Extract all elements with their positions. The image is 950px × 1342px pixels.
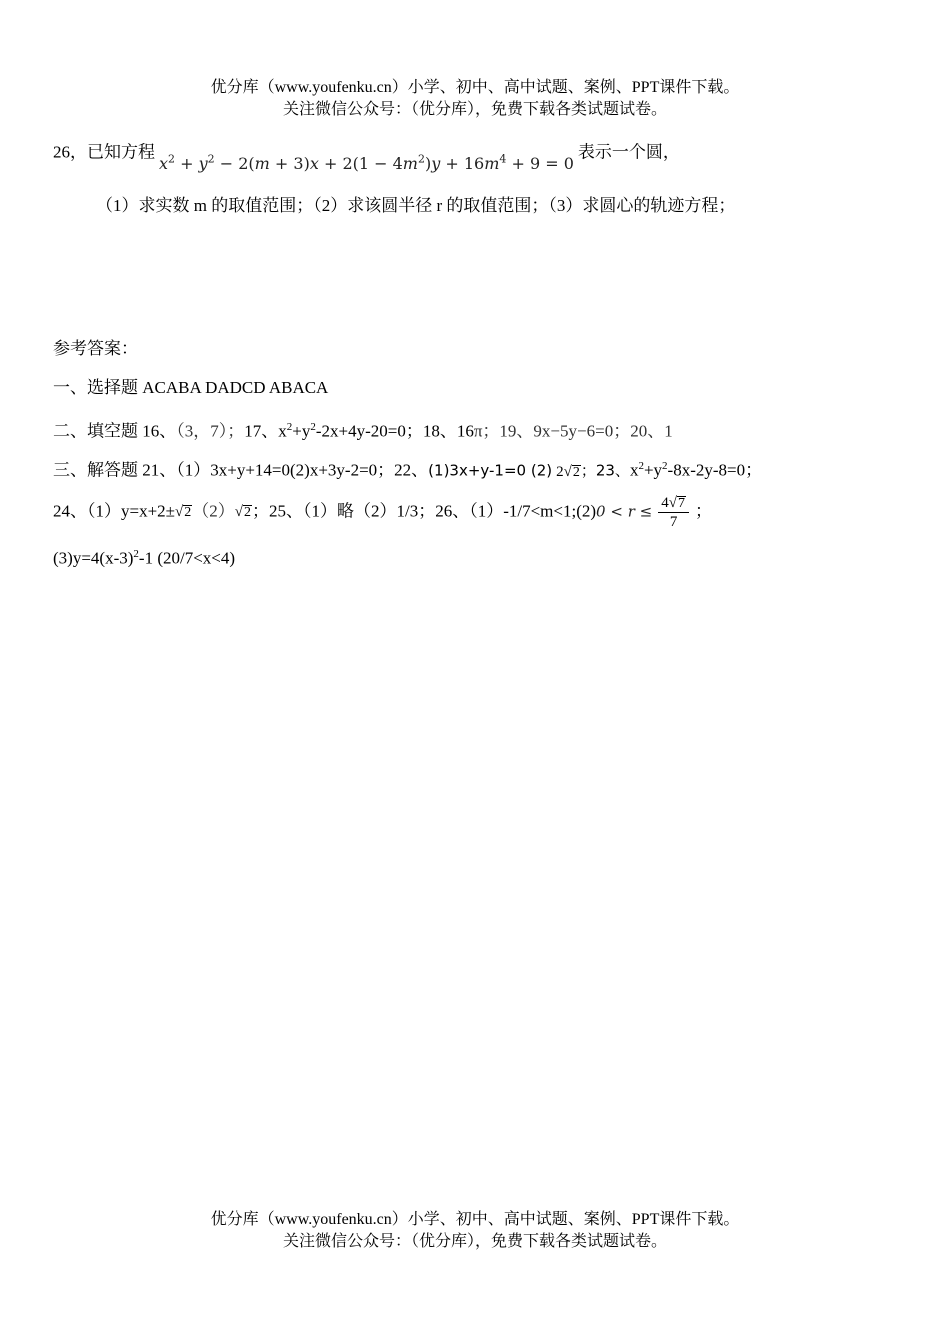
fraction: $\frac{4√7}{7}$ xyxy=(658,494,689,531)
fill-f: π；19、9x−5y−6=0；20、1 xyxy=(473,421,673,441)
sqrt-2: √2 xyxy=(175,504,192,521)
equation: $x^2 + y^2 - 2(m + 3)x + 2(1 - 4m^2)y + 16m^4 + 9 = 0$ xyxy=(159,153,574,174)
solve-g: +y xyxy=(643,460,663,480)
l24-a: 24、（1）y=x+2± xyxy=(53,501,176,521)
header-line-1: 优分库（www.youfenku.cn）小学、初中、高中试题、案例、PPT课件下载。 xyxy=(210,79,740,96)
answers-line-last xyxy=(53,543,235,570)
solve-e: ；23、 xyxy=(580,461,630,480)
question-26 xyxy=(53,137,680,174)
l24-f: ； xyxy=(694,501,712,521)
question-26-subparts: （1）求实数 m 的取值范围；（2）求该圆半径 r 的取值范围；（3）求圆心的轨迹方程； xyxy=(96,196,736,215)
question-26-prefix: 26，已知方程 xyxy=(53,142,155,162)
footer-line-1: 优分库（www.youfenku.cn）小学、初中、高中试题、案例、PPT课件下载。 xyxy=(210,1211,740,1228)
answers-solve xyxy=(53,455,762,483)
answers-title: 参考答案： xyxy=(53,339,138,358)
exp: 2 xyxy=(662,460,668,472)
header-line-2: 关注微信公众号：（优分库），免费下载各类试题试卷。 xyxy=(282,101,667,118)
exp: 2 xyxy=(638,460,644,472)
exp: 2 xyxy=(286,421,293,433)
answers-fill xyxy=(53,416,673,443)
sqrt-2b: √2 xyxy=(234,504,251,521)
solve-h: -8x-2y-8=0； xyxy=(667,460,763,480)
footer-line-2: 关注微信公众号：（优分库），免费下载各类试题试卷。 xyxy=(282,1233,667,1250)
fill-a: 二、填空题 16、 xyxy=(53,421,177,441)
ineq: 0 < r ≤ xyxy=(596,502,653,521)
fill-c: 17、x xyxy=(244,421,287,441)
question-26-suffix: 表示一个圆， xyxy=(577,142,680,162)
solve-b: (1)3x+y-1=0 (2) xyxy=(428,461,553,480)
exp: 2 xyxy=(133,548,139,560)
fill-d: +y xyxy=(292,421,311,441)
l24-e: ；25、（1）略（2）1/3；26、（1）-1/7<m<1;(2) xyxy=(251,501,597,521)
solve-a: 三、解答题 21、（1）3x+y+14=0(2)x+3y-2=0；22、 xyxy=(53,460,429,480)
exp: 2 xyxy=(310,421,316,433)
solve-f: x xyxy=(629,460,639,480)
answers-choice: 一、选择题 ACABA DADCD ABACA xyxy=(53,378,329,397)
fill-b: （3，7）； xyxy=(176,421,245,441)
sqrt-expr: 2√2 xyxy=(556,463,580,480)
last-a: (3)y=4(x-3) xyxy=(53,548,134,568)
fill-e: -2x+4y-20=0；18、16 xyxy=(315,421,474,441)
last-b: -1 (20/7<x<4) xyxy=(138,548,236,568)
answers-line-24 xyxy=(53,494,712,531)
l24-c: （2） xyxy=(192,501,235,521)
